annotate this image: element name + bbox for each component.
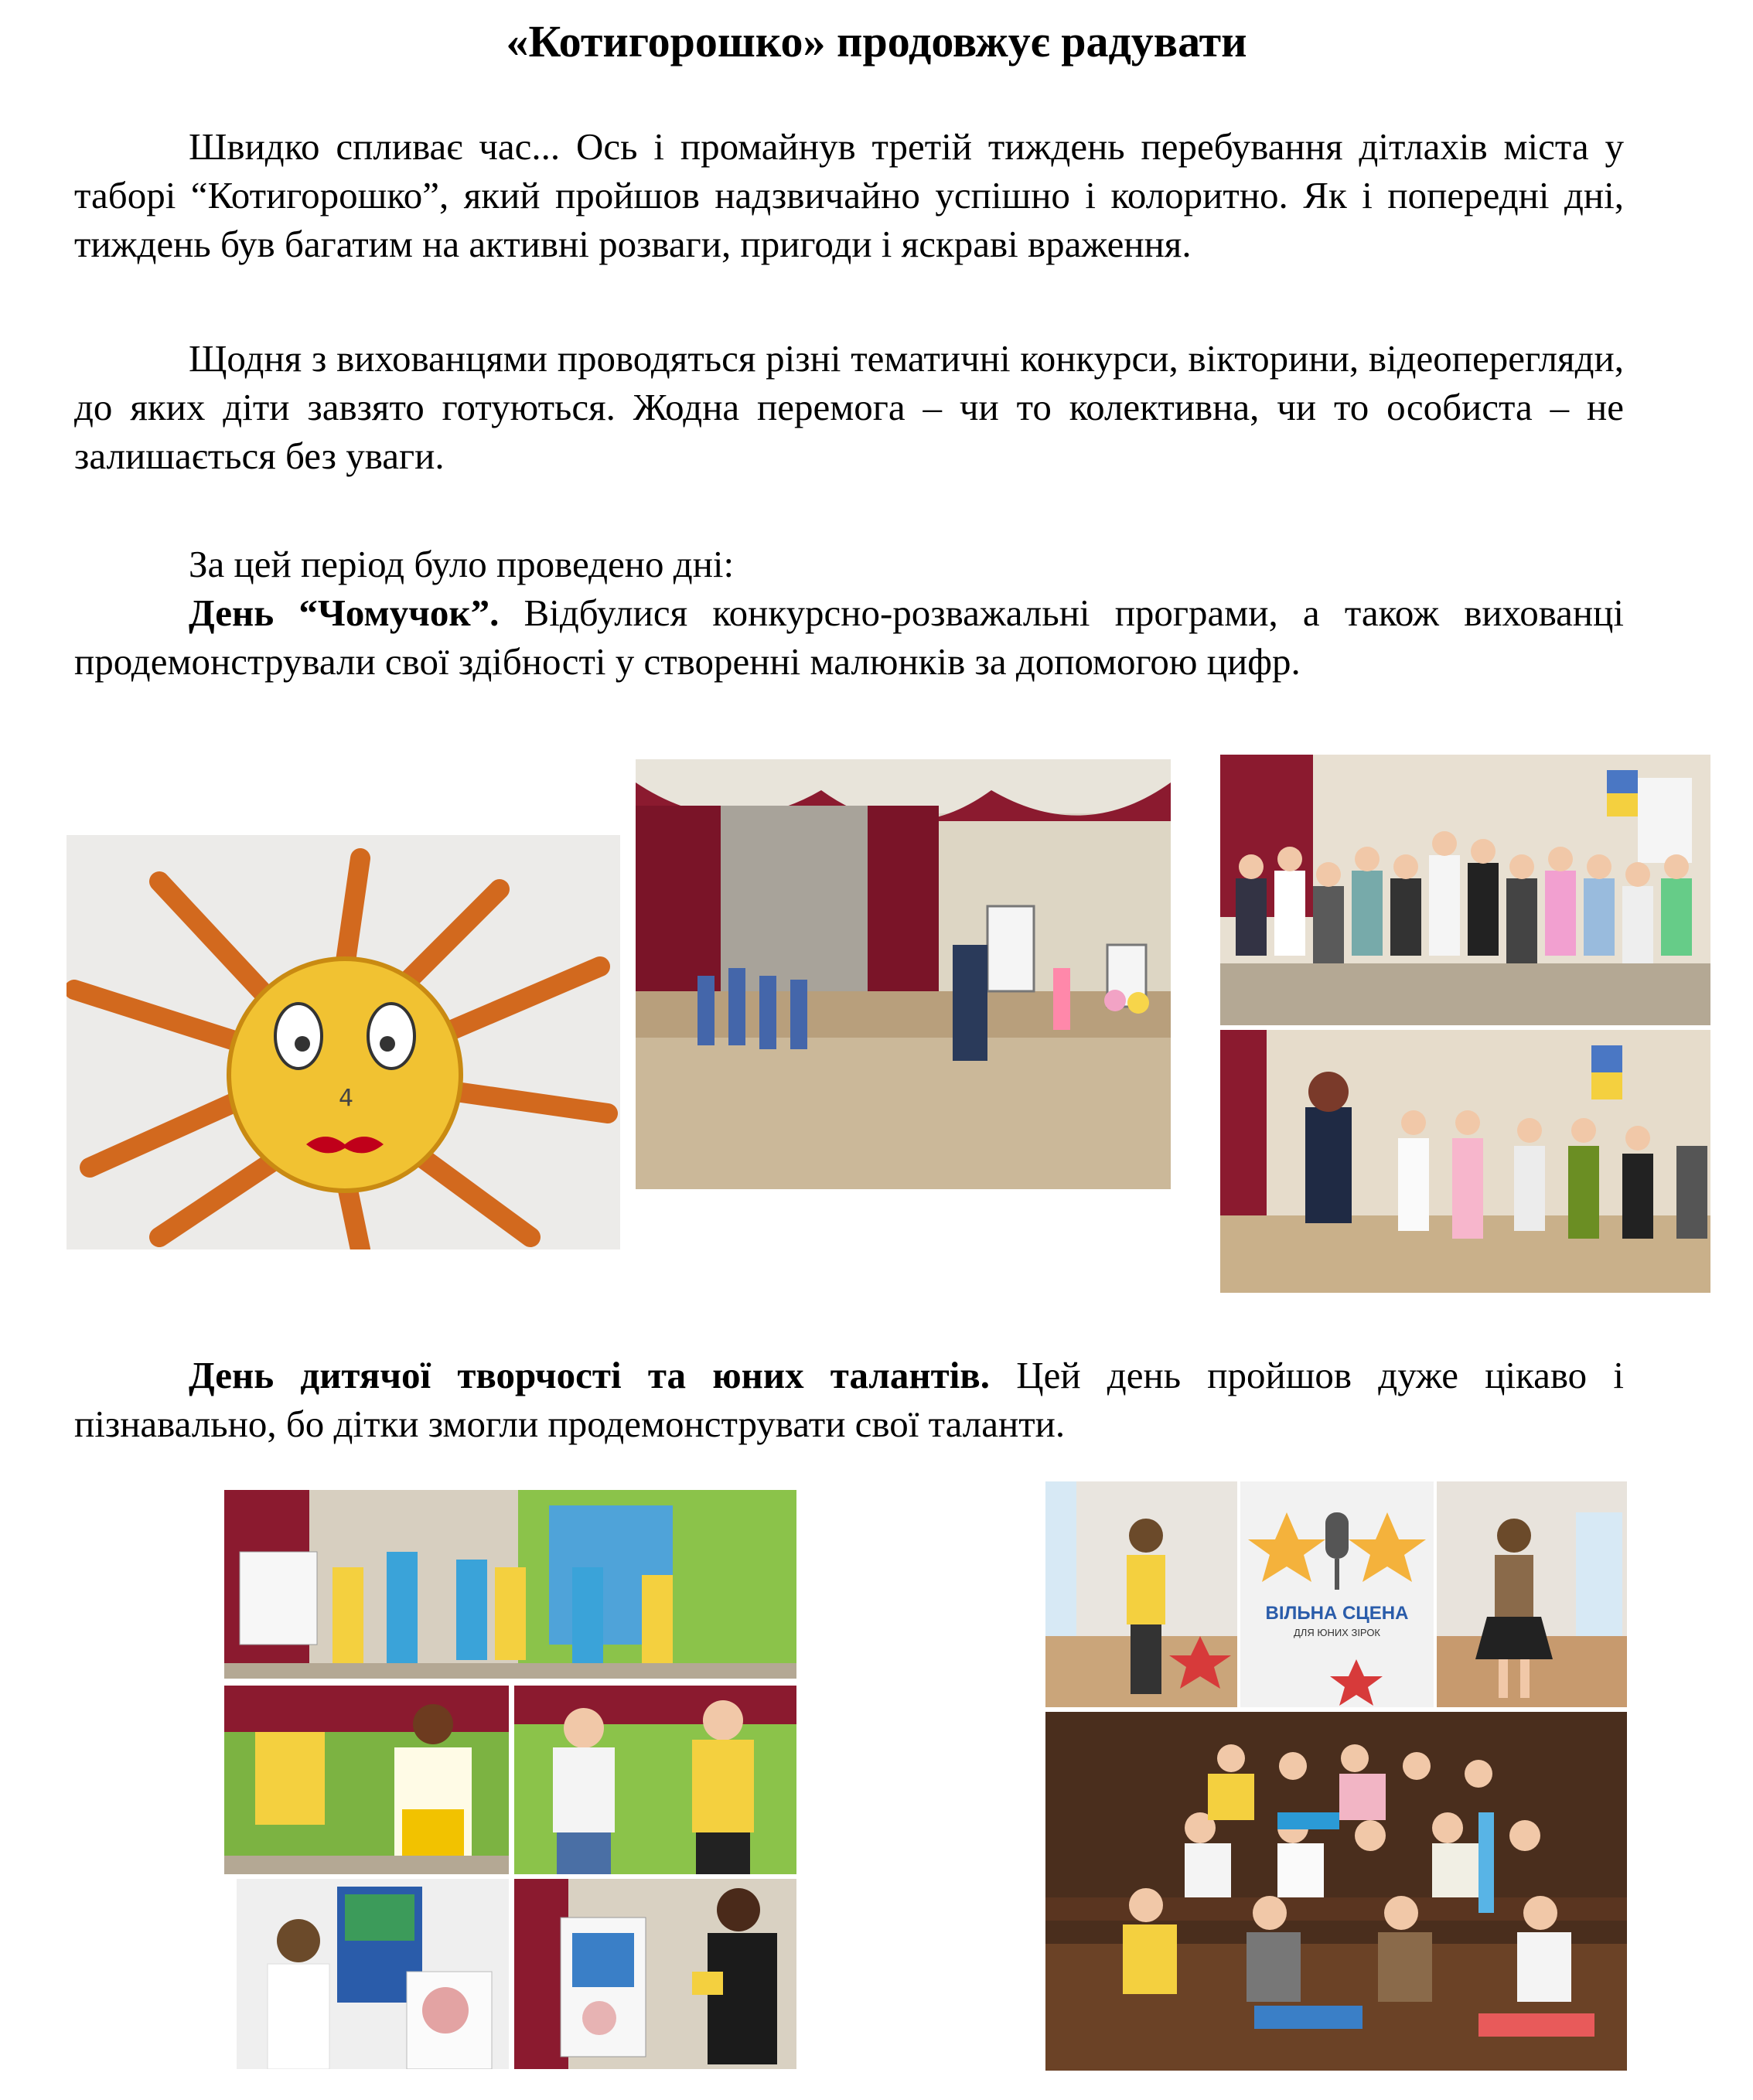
musicians-photo	[1045, 1712, 1627, 2071]
sun-drawing-photo	[67, 835, 620, 1249]
free-stage-poster	[1240, 1481, 1434, 1707]
group-photo-bottom	[1220, 1030, 1710, 1293]
poster-title: ВІЛЬНА СЦЕНА	[1265, 1603, 1409, 1624]
paragraph-chomuchok	[74, 588, 1624, 686]
paragraph-talents	[74, 1351, 1624, 1448]
stage-photo	[636, 759, 1171, 1189]
day-talents-heading: День дитячої творчості та юних талантів.	[189, 1354, 991, 1396]
talent-collage-bottom-right	[514, 1879, 796, 2069]
paragraph-contests: Щодня з вихованцями проводяться різні тематичні конкурси, вікторини, відеоперегляди, до яких діти завзято готуються. Жодна перемога – чи то колективна, чи то особиста – не залишається без уваги.	[74, 337, 1624, 477]
drawing-digit: 4	[339, 1085, 354, 1112]
group-photo-top	[1220, 755, 1710, 1025]
talent-collage-top	[224, 1490, 796, 1679]
day-chomuchok-heading: День “Чомучок”.	[189, 591, 500, 634]
talent-right-top-right	[1437, 1481, 1627, 1707]
day-talents-text: Цей день пройшов дуже цікаво і пізнавально, бо дітки змогли продемонструвати свої таланти.	[74, 1354, 1624, 1445]
paragraph-intro: Швидко спливає час... Ось і промайнув третій тиждень перебування дітлахів міста у таборі “Котигорошко”, який пройшов надзвичайно успішно і колоритно. Як і попередні дні, тиждень був багатим на активні розваги, пригоди і яскраві враження.	[74, 125, 1624, 265]
talent-collage-bottom-left	[237, 1879, 509, 2069]
poster-subtitle: ДЛЯ ЮНИХ ЗІРОК	[1293, 1627, 1381, 1638]
talent-collage-mid-right	[514, 1686, 796, 1874]
talent-right-top-left	[1045, 1481, 1237, 1707]
talent-collage-mid-left	[224, 1686, 509, 1874]
paragraph-period: За цей період було проведено дні:	[189, 543, 735, 585]
day-chomuchok-text: Відбулися конкурсно-розважальні програми, а також вихованці продемонстрували свої здібності у створенні малюнків за допомогою цифр.	[74, 591, 1624, 683]
page-title: «Котигорошко» продовжує радувати	[506, 16, 1247, 66]
